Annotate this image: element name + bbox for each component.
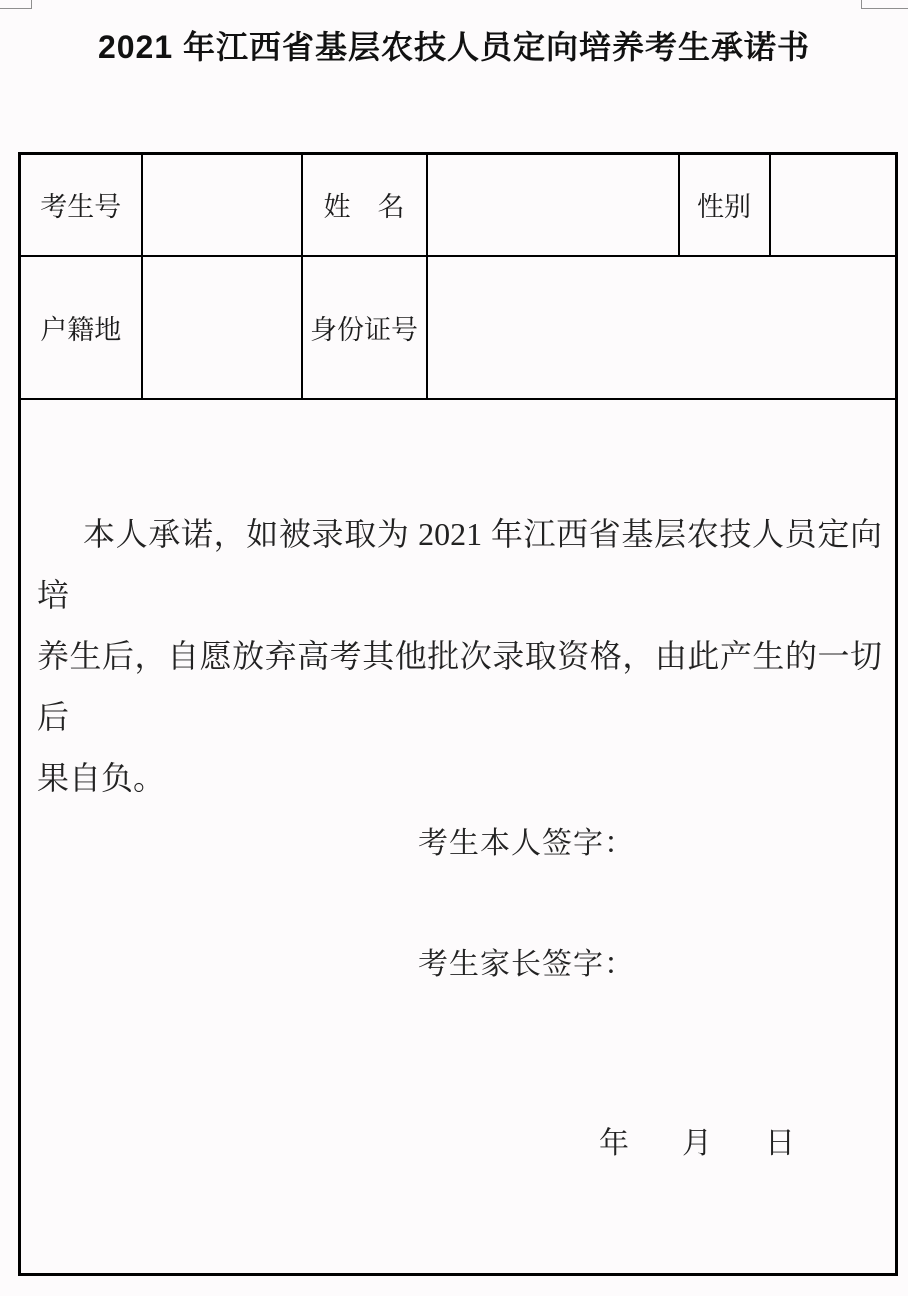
id-number-field: [427, 256, 897, 399]
table-row: [20, 256, 897, 399]
table-row: [20, 399, 897, 1275]
id-number-label: 身份证号: [302, 256, 427, 399]
commitment-paragraph: [37, 504, 882, 809]
commitment-line-2: 养生后，自愿放弃高考其他批次录取资格，由此产生的一切后: [37, 637, 882, 735]
commitment-cell: [20, 399, 897, 1275]
residence-field: [142, 256, 302, 399]
commitment-line-3: 果自负。: [37, 759, 166, 796]
page-corner-mark-top-right: [861, 0, 908, 9]
page-corner-mark-top-left: [0, 0, 32, 9]
form-table: [18, 152, 898, 1276]
table-row: [20, 154, 897, 256]
year-label: 年: [599, 1126, 629, 1160]
name-field: [427, 154, 679, 256]
residence-label: 户籍地: [20, 256, 142, 399]
day-label: 日: [765, 1126, 795, 1160]
gender-field: [770, 154, 897, 256]
document-title: 2021 年江西省基层农技人员定向培养考生承诺书: [97, 29, 811, 65]
name-label: 姓 名: [302, 154, 427, 256]
month-label: 月: [682, 1126, 712, 1160]
parent-signature-label: 考生家长签字：: [418, 947, 635, 981]
commitment-line-1: 本人承诺，如被录取为 2021 年江西省基层农技人员定向培: [37, 515, 882, 613]
candidate-number-label: 考生号: [20, 154, 142, 256]
gender-label: 性别: [679, 154, 770, 256]
candidate-number-field: [142, 154, 302, 256]
candidate-signature-label: 考生本人签字：: [418, 826, 635, 860]
date-line: [599, 1118, 795, 1162]
